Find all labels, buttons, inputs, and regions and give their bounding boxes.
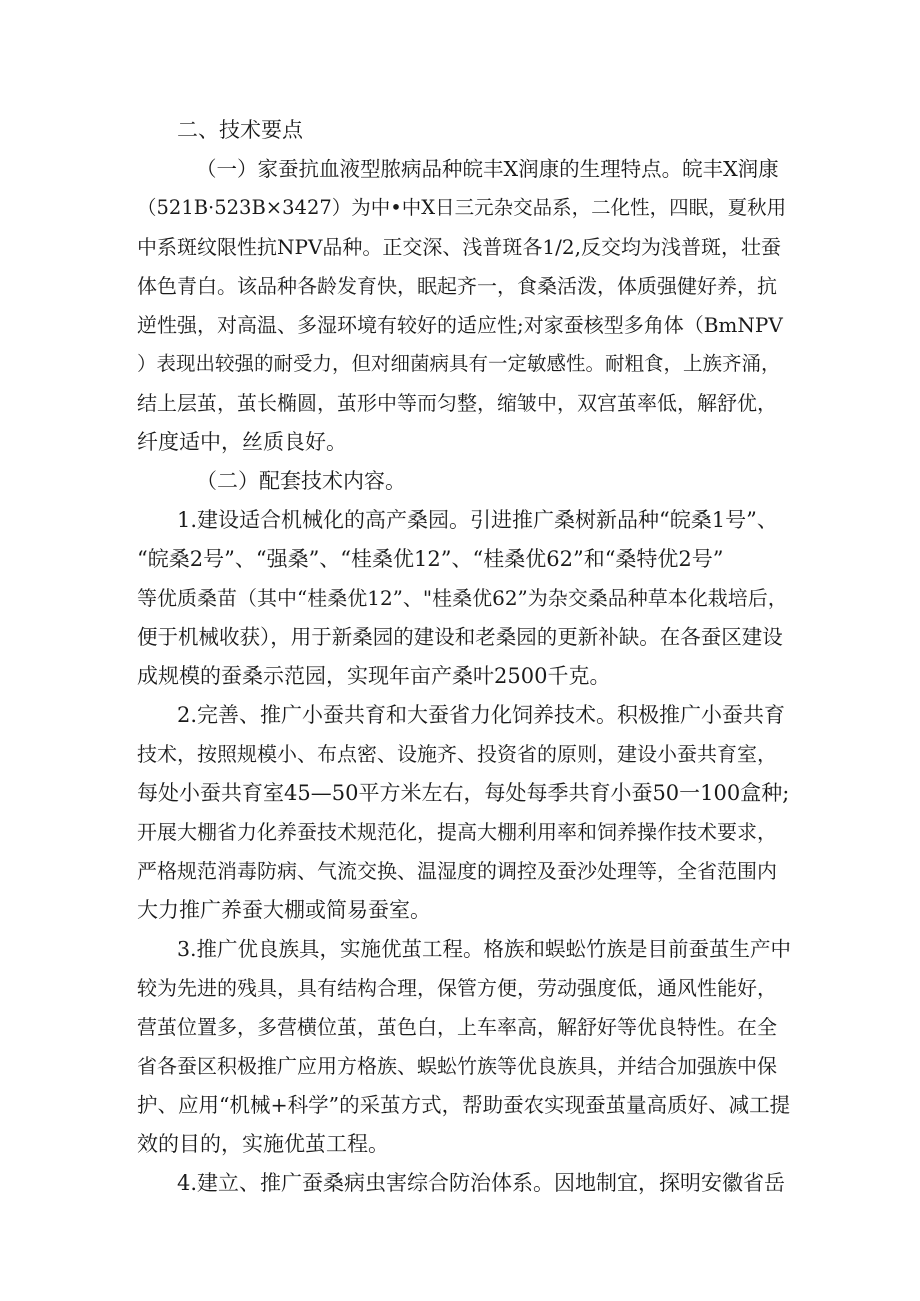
paragraph-line: 较为先进的残具，具有结构合理，保管方便，劳动强度低，通风性能好， [137, 976, 777, 1000]
paragraph-line: ）表现出较强的耐受力，但对细菌病具有一定敏感性。耐粗食，上族齐涌， [137, 352, 781, 375]
paragraph-line: 结上层茧，茧长椭圆，茧形中等而匀整，缩皱中，双宫茧率低，解舒优， [137, 391, 777, 415]
paragraph-line: 4.建立、推广蚕桑病虫害综合防治体系。因地制宜，探明安徽省岳 [177, 1171, 786, 1195]
paragraph-line: 3.推广优良族具，实施优茧工程。格族和蜈蚣竹族是目前蚕茧生产中 [177, 937, 792, 961]
paragraph-line: 技术，按照规模小、布点密、设施齐、投资省的原则，建设小蚕共育室， [137, 742, 777, 766]
paragraph-line: 2.完善、推广小蚕共育和大蚕省力化饲养技术。积极推广小蚕共育 [177, 703, 786, 727]
paragraph-line: 大力推广养蚕大棚或简易蚕室。 [137, 898, 431, 922]
paragraph-line: 1.建设适合机械化的高产桑园。引进推广桑树新品种“皖桑1号”、 [177, 508, 778, 532]
paragraph-line: （521B·523B×3427）为中•中X日三元杂交品系，二化性，四眠，夏秋用 [137, 196, 787, 219]
sub2-heading: （二）配套技术内容。 [196, 469, 406, 493]
paragraph-line: 逆性强，对高温、多湿环境有较好的适应性;对家蚕核型多角体（BmNPV [137, 313, 783, 337]
paragraph-line: 纤度适中，丝质良好。 [137, 430, 347, 454]
paragraph-line: 省各蚕区积极推广应用方格族、蜈蚣竹族等优良族具，并结合加强族中保 [137, 1054, 777, 1078]
paragraph-line: 每处小蚕共育室45—50平方米左右，每处每季共育小蚕50一100盒种; [137, 781, 790, 805]
paragraph-line: 严格规范消毒防病、气流交换、温湿度的调控及蚕沙处理等，全省范围内 [137, 859, 777, 883]
paragraph-line: 成规模的蚕桑示范园，实现年亩产桑叶2500千克。 [137, 664, 611, 688]
section-heading: 二、技术要点 [177, 118, 303, 142]
paragraph-line: 中系斑纹限性抗NPV品种。正交深、浅普斑各1/2,反交均为浅普斑，壮蚕 [137, 235, 781, 259]
paragraph-line: 等优质桑苗（其中“桂桑优12”、"桂桑优62”为杂交桑品种草本化栽培后， [137, 586, 788, 610]
paragraph-line: 营茧位置多，多营横位茧，茧色白，上车率高，解舒好等优良特性。在全 [137, 1015, 777, 1039]
paragraph-line: 护、应用“机械+科学”的采茧方式，帮助蚕农实现蚕茧量高质好、减工提 [137, 1093, 791, 1117]
paragraph-line: 效的目的，实施优茧工程。 [137, 1132, 389, 1156]
paragraph-line: （一）家蚕抗血液型脓病品种皖丰X润康的生理特点。皖丰X润康 [196, 157, 779, 181]
paragraph-line: 体色青白。该品种各龄发育快，眠起齐一，食桑活泼，体质强健好养，抗 [137, 274, 777, 298]
paragraph-line: 开展大棚省力化养蚕技术规范化，提高大棚利用率和饲养操作技术要求， [137, 820, 777, 844]
paragraph-line: 便于机械收获），用于新桑园的建设和老桑园的更新补缺。在各蚕区建设 [137, 625, 783, 649]
paragraph-line: “皖桑2号”、“强桑”、“桂桑优12”、“桂桑优62”和“桑特优2号” [137, 547, 724, 571]
